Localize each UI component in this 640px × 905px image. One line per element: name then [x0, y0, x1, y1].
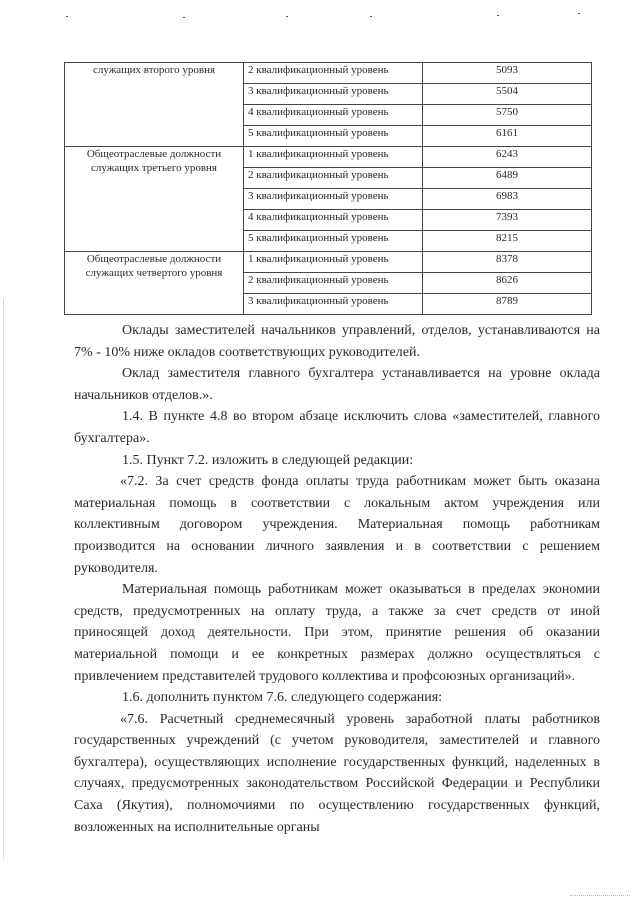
scan-speck: [497, 15, 499, 16]
qualification-level-cell: 5 квалификационный уровень: [244, 231, 423, 252]
qualification-level-cell: 4 квалификационный уровень: [244, 105, 423, 126]
salary-value-cell: 7393: [423, 210, 592, 231]
scan-edge: [3, 300, 5, 860]
qualification-level-cell: 3 квалификационный уровень: [244, 294, 423, 315]
qualification-level-cell: 2 квалификационный уровень: [244, 273, 423, 294]
paragraph-clause-7-6: «7.6. Расчетный среднемесячный уровень заработной платы работников государственных учреждений (с учетом руководителя, заместителей и главного бухгалтера), осуществляющих исполнение государственных функций, наделенных в случаях, предусмотренных законодательством Российской Федерации и Республики Саха (Якутия), полномочиями по осуществлению государственных функций, возложенных на исполнительные органы: [74, 711, 600, 835]
paragraph-deputy-salaries: Оклады заместителей начальников управлений, отделов, устанавливаются на 7% - 10% ниже окладов соответствующих руководителей.: [74, 323, 600, 360]
salary-value-cell: 5093: [423, 63, 592, 84]
qualification-level-cell: 3 квалификационный уровень: [244, 189, 423, 210]
salary-table: [64, 62, 592, 315]
scan-speck: [370, 16, 372, 17]
scan-speck: [183, 17, 185, 18]
paragraph-clause-7-2: «7.2. За счет средств фонда оплаты труда работникам может быть оказана материальная помощь в соответствии с локальным актом учреждения или коллективным договором учреждения. Материальная помощь работникам производится на основании личного заявления и в соответствии с решением руководителя.: [74, 474, 600, 576]
salary-value-cell: 5750: [423, 105, 592, 126]
qualification-level-cell: 5 квалификационный уровень: [244, 126, 423, 147]
qualification-level-cell: 1 квалификационный уровень: [244, 252, 423, 273]
paragraph-material-aid: Материальная помощь работникам может оказываться в пределах экономии средств, предусмотренных на оплату труда, а также за счет средств от иной приносящей доход деятельности. При этом, принятие решения об оказании материальной помощи и ее конкретных размерах должно осуществляться с привлечением представителей трудового коллектива и профсоюзных организаций».: [74, 582, 600, 684]
qualification-level-cell: 2 квалификационный уровень: [244, 168, 423, 189]
salary-value-cell: 6489: [423, 168, 592, 189]
table-row: [65, 252, 592, 273]
salary-value-cell: 8626: [423, 273, 592, 294]
paragraph-item-1-4: 1.4. В пункте 4.8 во втором абзаце исключить слова «заместителей, главного бухгалтера».: [74, 409, 600, 446]
salary-value-cell: 6161: [423, 126, 592, 147]
salary-value-cell: 8215: [423, 231, 592, 252]
scan-speck: [578, 13, 580, 14]
table-row: [65, 63, 592, 84]
salary-value-cell: 6983: [423, 189, 592, 210]
table-row: [65, 147, 592, 168]
position-group-cell: Общеотраслевые должности служащих третьего уровня: [65, 147, 244, 252]
scan-speck: [66, 16, 68, 17]
qualification-level-cell: 2 квалификационный уровень: [244, 63, 423, 84]
paragraph-deputy-accountant: Оклад заместителя главного бухгалтера устанавливается на уровне оклада начальников отделов.».: [74, 366, 600, 403]
position-group-cell: служащих второго уровня: [65, 63, 244, 147]
paragraph-item-1-5: 1.5. Пункт 7.2. изложить в следующей редакции:: [122, 452, 414, 468]
document-body-text: [74, 320, 600, 838]
salary-value-cell: 8378: [423, 252, 592, 273]
salary-value-cell: 6243: [423, 147, 592, 168]
qualification-level-cell: 4 квалификационный уровень: [244, 210, 423, 231]
qualification-level-cell: 1 квалификационный уровень: [244, 147, 423, 168]
salary-value-cell: 5504: [423, 84, 592, 105]
scan-edge: [570, 895, 630, 897]
salary-value-cell: 8789: [423, 294, 592, 315]
scan-speck: [286, 16, 288, 17]
paragraph-item-1-6: 1.6. дополнить пунктом 7.6. следующего содержания:: [122, 690, 443, 706]
qualification-level-cell: 3 квалификационный уровень: [244, 84, 423, 105]
position-group-cell: Общеотраслевые должности служащих четвертого уровня: [65, 252, 244, 315]
